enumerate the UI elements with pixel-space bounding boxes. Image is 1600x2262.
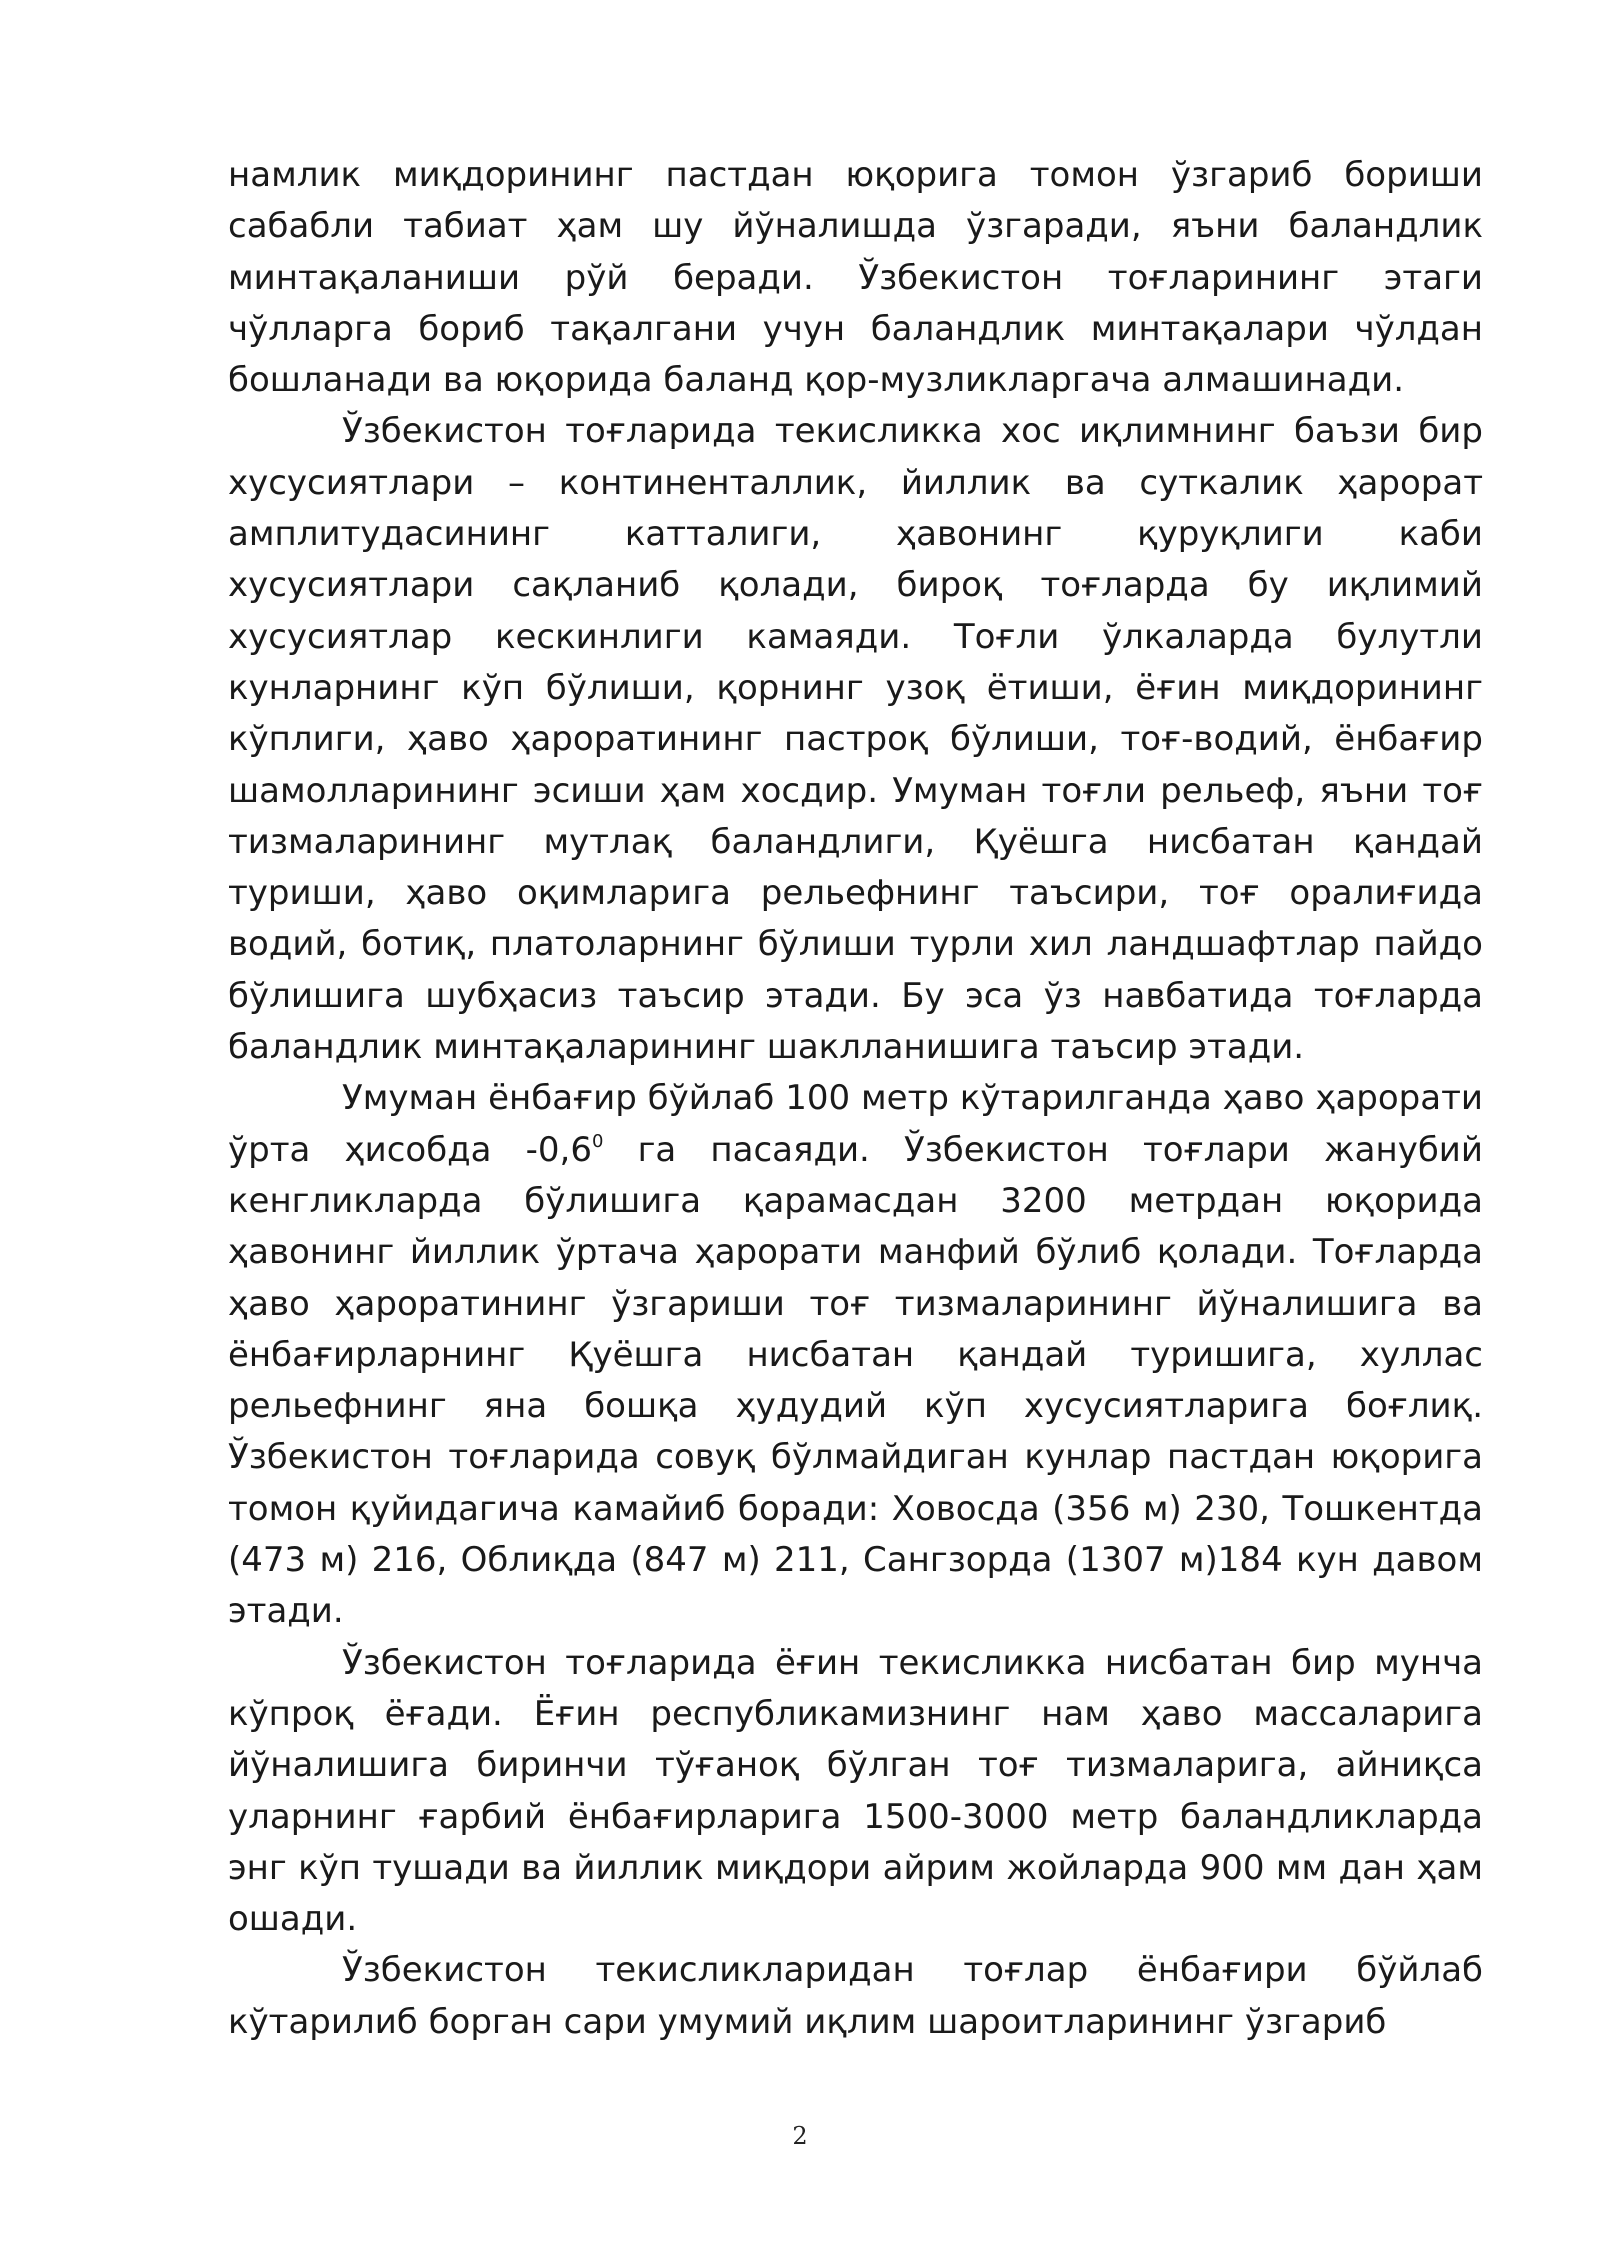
paragraph-temperature: [228, 1073, 1483, 1637]
temperature-text-start: Умуман ёнбағир бўйлаб 100 метр кўтарилганда ҳаво ҳарорати ўрта ҳисобда -0,6: [228, 1078, 1483, 1170]
body-text: [228, 150, 1483, 2048]
paragraph-continued: намлик миқдорининг пастдан юқорига томон ўзгариб бориши сабабли табиат ҳам шу йўналишда ўзгаради, яъни баландлик минтақаланиши рўй беради. Ўзбекистон тоғларининг этаги чўлларга бориб тақалгани учун баландлик минтақалари чўлдан бошланади ва юқорида баланд қор-музликларгача алмашинади.: [228, 155, 1483, 401]
temperature-text-end: га пасаяди. Ўзбекистон тоғлари жанубий кенгликларда бўлишига қарамасдан 3200 метрдан юқорида ҳавонинг йиллик ўртача ҳарорати манфий бўлиб қолади. Тоғларда ҳаво ҳароратининг ўзгариши тоғ тизмаларининг йўналишига ва ёнбағирларнинг Қуёшга нисбатан қандай туришига, хуллас рельефнинг яна бошқа ҳудудий кўп хусусиятларига боғлиқ. Ўзбекистон тоғларида совуқ бўлмайдиган кунлар пастдан юқорига томон қуйидагича камайиб боради: Ховосда (356 м) 230, Тошкентда (473 м) 216, Облиқда (847 м) 211, Сангзорда (1307 м)184 кун давом этади.: [228, 1129, 1483, 1632]
paragraph-precipitation: Ўзбекистон тоғларида ёғин текисликка нисбатан бир мунча кўпроқ ёғади. Ёғин республикамизнинг нам ҳаво массаларига йўналишига биринчи тўғаноқ бўлган тоғ тизмаларига, айниқса уларнинг ғарбий ёнбағирларига 1500-3000 метр баландликларда энг кўп тушади ва йиллик миқдори айрим жойларда 900 мм дан ҳам ошади.: [228, 1642, 1483, 1940]
paragraph-closing: Ўзбекистон текисликларидан тоғлар ёнбағири бўйлаб кўтарилиб борган сари умумий иқлим шароитларининг ўзгариб: [228, 1950, 1483, 2042]
degree-superscript: 0: [591, 1130, 604, 1152]
paragraph-climate-features: Ўзбекистон тоғларида текисликка хос иқлимнинг баъзи бир хусусиятлари – континенталлик, йиллик ва суткалик ҳарорат амплитудасининг катталиги, ҳавонинг қуруқлиги каби хусусиятлари сақланиб қолади, бироқ тоғларда бу иқлимий хусусиятлар кескинлиги камаяди. Тоғли ўлкаларда булутли кунларнинг кўп бўлиши, қорнинг узоқ ётиши, ёғин миқдорининг кўплиги, ҳаво ҳароратининг пастроқ бўлиши, тоғ-водий, ёнбағир шамолларининг эсиши ҳам хосдир. Умуман тоғли рельеф, яъни тоғ тизмаларининг мутлақ баландлиги, Қуёшга нисбатан қандай туриши, ҳаво оқимларига рельефнинг таъсири, тоғ оралиғида водий, ботиқ, платоларнинг бўлиши турли хил ландшафтлар пайдо бўлишига шубҳасиз таъсир этади. Бу эса ўз навбатида тоғларда баландлик минтақаларининг шаклланишига таъсир этади.: [228, 411, 1483, 1068]
page-number: 2: [792, 2122, 808, 2150]
